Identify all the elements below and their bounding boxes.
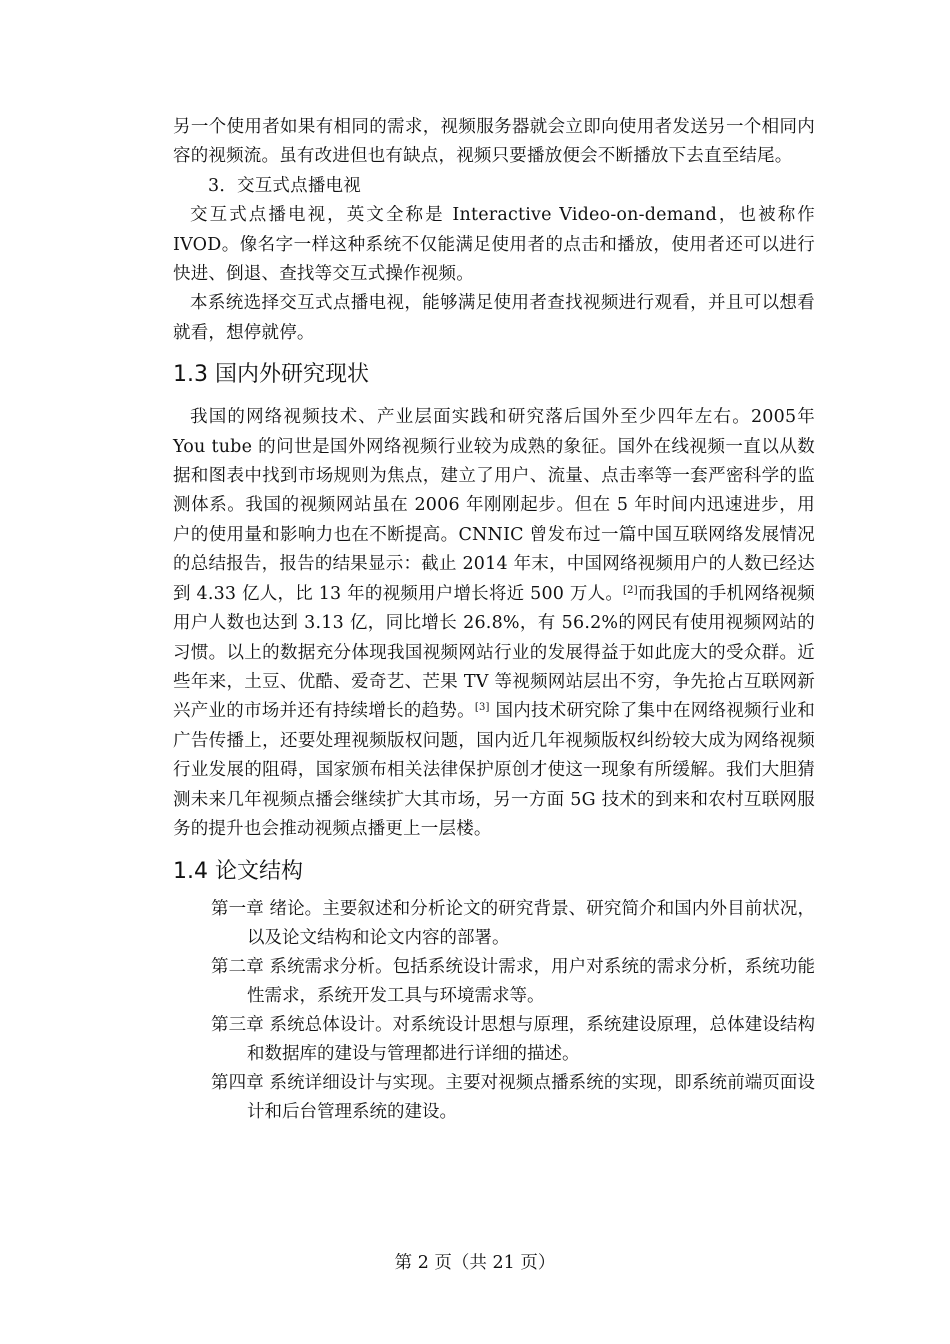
- paragraph-text: 而我国的手机网络视频用户人数也达到 3.13 亿，同比增长 26.8%，有 56.2%的网民有使用视频网站的习惯。以上的数据充分体现我国视频网站行业的发展得益于如此庞大的受众群。近些年来，土豆、优酷、爱奇艺、芒果 TV 等视频网站层出不穷，争先抢占互联网新兴产业的市场并还有持续增长的趋势。: [173, 583, 815, 722]
- page-content: [173, 113, 815, 1127]
- chapter-item: 第二章 系统需求分析。包括系统设计需求，用户对系统的需求分析，系统功能性需求，系统开发工具与环境需求等。: [211, 957, 815, 1007]
- chapter-item: 第三章 系统总体设计。对系统设计思想与原理，系统建设原理，总体建设结构和数据库的建设与管理都进行详细的描述。: [211, 1015, 815, 1065]
- body-paragraph: 交互式点播电视，英文全称是 Interactive Video-on-demand，也被称作IVOD。像名字一样这种系统不仅能满足使用者的点击和播放，使用者还可以进行快进、倒退、查找等交互式操作视频。: [173, 205, 815, 285]
- chapter-item: 第四章 系统详细设计与实现。主要对视频点播系统的实现，即系统前端页面设计和后台管理系统的建设。: [211, 1073, 815, 1123]
- page-number-footer: 第 2 页（共 21 页）: [394, 1253, 556, 1273]
- body-paragraph: [173, 403, 815, 844]
- citation-ref: [3]: [474, 702, 490, 714]
- body-paragraph: 另一个使用者如果有相同的需求，视频服务器就会立即向使用者发送另一个相同内容的视频流。虽有改进但也有缺点，视频只要播放便会不断播放下去直至结尾。: [173, 117, 815, 167]
- citation-ref: [2]: [623, 584, 638, 596]
- paragraph-text: 我国的网络视频技术、产业层面实践和研究落后国外至少四年左右。2005年 You tube 的问世是国外网络视频行业较为成熟的象征。国外在线视频一直以从数据和图表中找到市场规则为焦点，建立了用户、流量、点击率等一套严密科学的监测体系。我国的视频网站虽在 2006 年刚刚起步。但在 5 年时间内迅速进步，用户的使用量和影响力也在不断提高。CNNIC 曾发布过一篇中国互联网络发展情况的总结报告，报告的结果显示：截止 2014 年末，中国网络视频用户的人数已经达到 4.33 亿人，比 13 年的视频用户增长将近 500 万人。: [173, 407, 815, 604]
- chapter-item: 第一章 绪论。主要叙述和分析论文的研究背景、研究简介和国内外目前状况，以及论文结构和论文内容的部署。: [211, 899, 815, 949]
- section-heading: 1.4 论文结构: [173, 859, 303, 885]
- list-item-title: 3．交互式点播电视: [208, 175, 361, 196]
- body-paragraph: 本系统选择交互式点播电视，能够满足使用者查找视频进行观看，并且可以想看就看，想停就停。: [173, 293, 815, 343]
- chapter-list: [173, 895, 815, 1127]
- section-heading: 1.3 国内外研究现状: [173, 362, 369, 388]
- paragraph-text: 国内技术研究除了集中在网络视频行业和广告传播上，还要处理视频版权问题，国内近几年视频版权纠纷较大成为网络视频行业发展的阻碍，国家颁布相关法律保护原创才使这一现象有所缓解。我们大胆猜测未来几年视频点播会继续扩大其市场，另一方面 5G 技术的到来和农村互联网服务的提升也会推动视频点播更上一层楼。: [173, 701, 815, 839]
